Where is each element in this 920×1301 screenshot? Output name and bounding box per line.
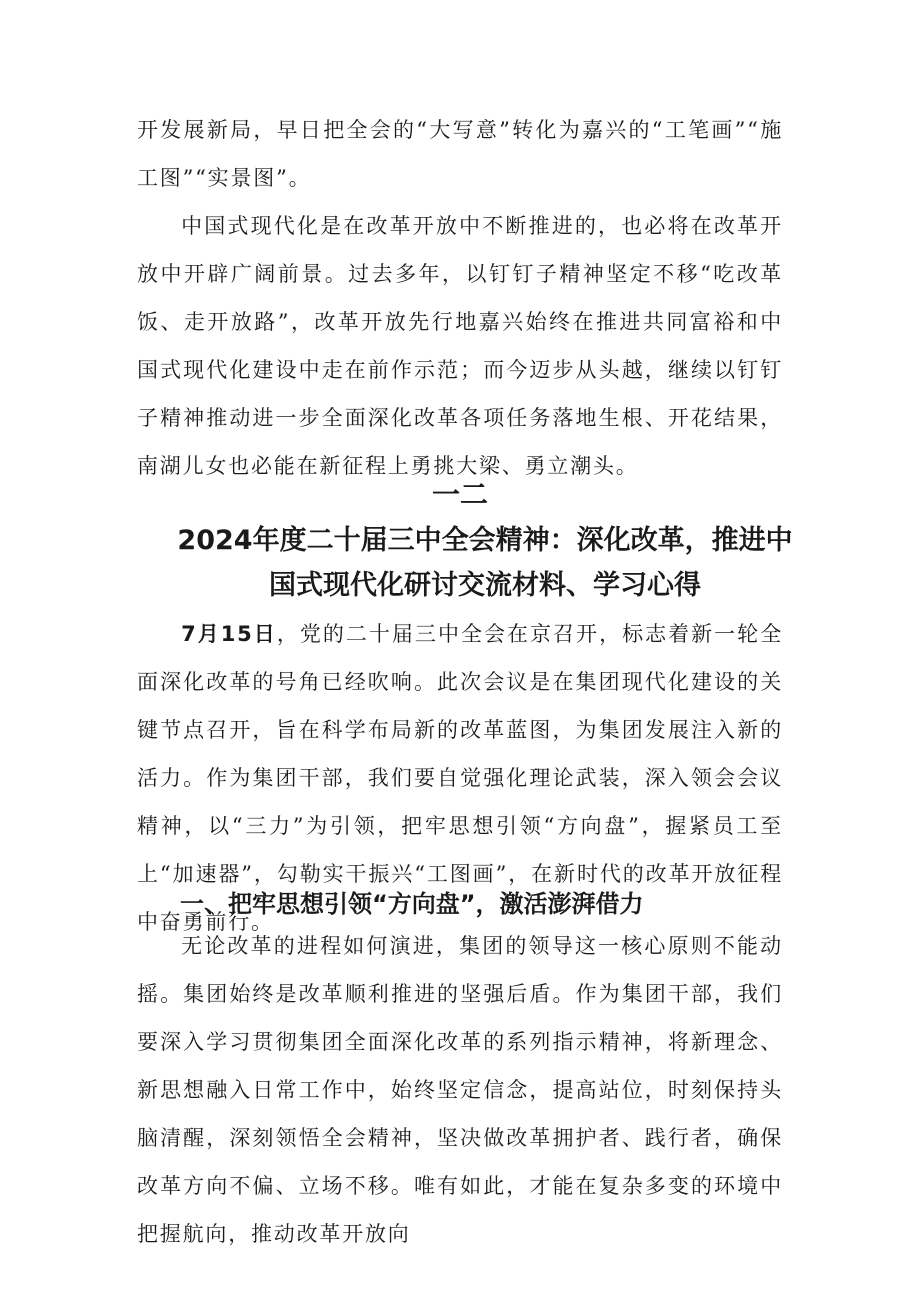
- paragraph-modernization: 中国式现代化是在改革开放中不断推进的，也必将在改革开放中开辟广阔前景。过去多年，以钉钉子精神坚定不移“吃改革饭、走开放路”，改革开放先行地嘉兴始终在推进共同富裕和中国式现代化建设中走在前作示范；而今迈步从头越，继续以钉钉子精神推动进一步全面深化改革各项任务落地生根、开花结果，南湖儿女也必能在新征程上勇挑大梁、勇立潮头。: [137, 214, 783, 478]
- section-number: 一二: [431, 478, 488, 511]
- paragraph-continuation: 开发展新局，早日把全会的“大写意”转化为嘉兴的“工笔画”“施工图”“实景图”。: [137, 118, 783, 190]
- subheading-direction: 一、把牢思想引领“方向盘”，激活澎湃借力: [180, 890, 644, 918]
- document-title: 2024年度二十届三中全会精神：深化改革，推进中国式现代化研讨交流材料、学习心得: [177, 525, 793, 601]
- intro-date: 7月15日: [181, 622, 277, 646]
- paragraph-section-one: 无论改革的进程如何演进，集团的领导这一核心原则不能动摇。集团始终是改革顺利推进的坚强后盾。作为集团干部，我们要深入学习贯彻集团全面深化改革的系列指示精神，将新理念、新思想融入日常工作中，始终坚定信念，提高站位，时刻保持头脑清醒，深刻领悟全会精神，坚决做改革拥护者、践行者，确保改革方向不偏、立场不移。唯有如此，才能在复杂多变的环境中把握航向，推动改革开放向: [137, 934, 783, 1246]
- intro-text: ，党的二十届三中全会在京召开，标志着新一轮全面深化改革的号角已经吹响。此次会议是在集团现代化建设的关键节点召开，旨在科学布局新的改革蓝图，为集团发展注入新的活力。作为集团干部，我们要自觉强化理论武装，深入领会会议精神，以“三力”为引领，把牢思想引领“方向盘”，握紧员工至上“加速器”，勾勒实干振兴“工图画”，在新时代的改革开放征程中奋勇前行。: [137, 622, 783, 934]
